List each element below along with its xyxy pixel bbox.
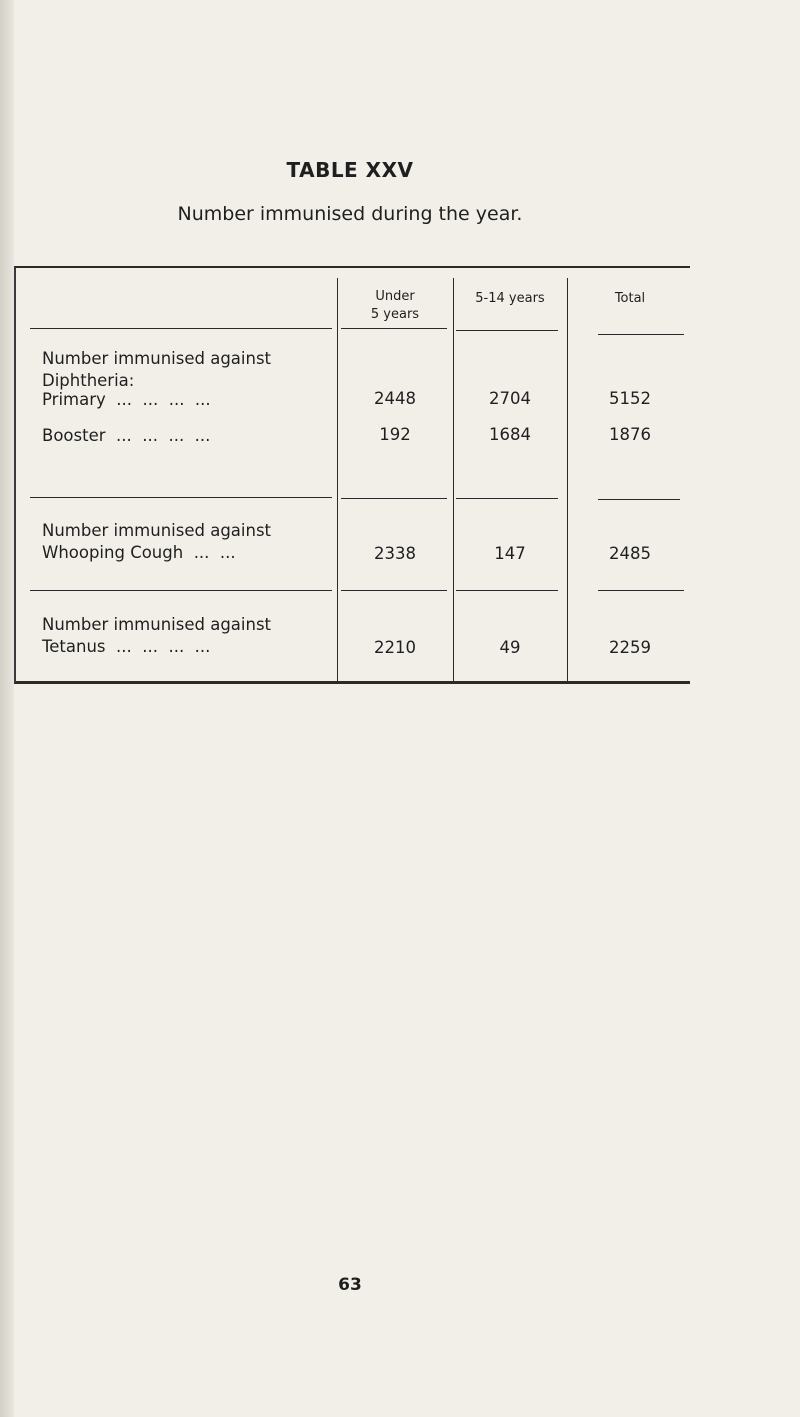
cell-tetanus-under5: 2210 xyxy=(374,638,416,657)
cell-primary-5-14: 2704 xyxy=(489,389,531,408)
row-label-whooping-cough: Number immunised against Whooping Cough ... ... xyxy=(42,521,272,562)
cell-whooping-under5: 2338 xyxy=(374,544,416,563)
row-label-primary: Primary ... ... ... ... xyxy=(42,390,211,409)
cell-tetanus-total: 2259 xyxy=(609,638,651,657)
section-rule xyxy=(341,498,447,499)
cell-tetanus-5-14: 49 xyxy=(499,638,521,657)
row-label-booster: Booster ... ... ... ... xyxy=(42,426,211,445)
page-number: 63 xyxy=(338,1275,362,1295)
column-header-total: Total xyxy=(614,291,646,306)
header-rule xyxy=(30,328,332,329)
section-rule xyxy=(341,590,447,591)
section-rule xyxy=(30,590,332,591)
section-rule xyxy=(456,590,558,591)
column-rule xyxy=(453,278,454,682)
header-rule xyxy=(341,328,447,329)
row-heading-diphtheria: Number immunised against Diphtheria: xyxy=(42,349,272,390)
page-title: TABLE XXV xyxy=(286,158,414,182)
column-rule xyxy=(567,278,568,682)
cell-booster-under5: 192 xyxy=(379,425,411,444)
page-subtitle: Number immunised during the year. xyxy=(177,203,523,225)
cell-whooping-5-14: 147 xyxy=(494,544,526,563)
cell-booster-5-14: 1684 xyxy=(489,425,531,444)
header-rule xyxy=(598,334,684,335)
immunisation-table xyxy=(14,266,690,684)
section-rule xyxy=(598,590,684,591)
column-header-5-14: 5-14 years xyxy=(475,291,545,306)
column-rule xyxy=(337,278,338,682)
cell-whooping-total: 2485 xyxy=(609,544,651,563)
section-rule xyxy=(30,497,332,498)
column-header-under5: Under 5 years xyxy=(370,289,420,322)
cell-primary-under5: 2448 xyxy=(374,389,416,408)
section-rule xyxy=(456,498,558,499)
cell-booster-total: 1876 xyxy=(609,425,651,444)
section-rule xyxy=(598,499,680,500)
cell-primary-total: 5152 xyxy=(609,389,651,408)
row-label-tetanus: Number immunised against Tetanus ... ... ... ... xyxy=(42,615,272,656)
header-rule xyxy=(456,330,558,331)
